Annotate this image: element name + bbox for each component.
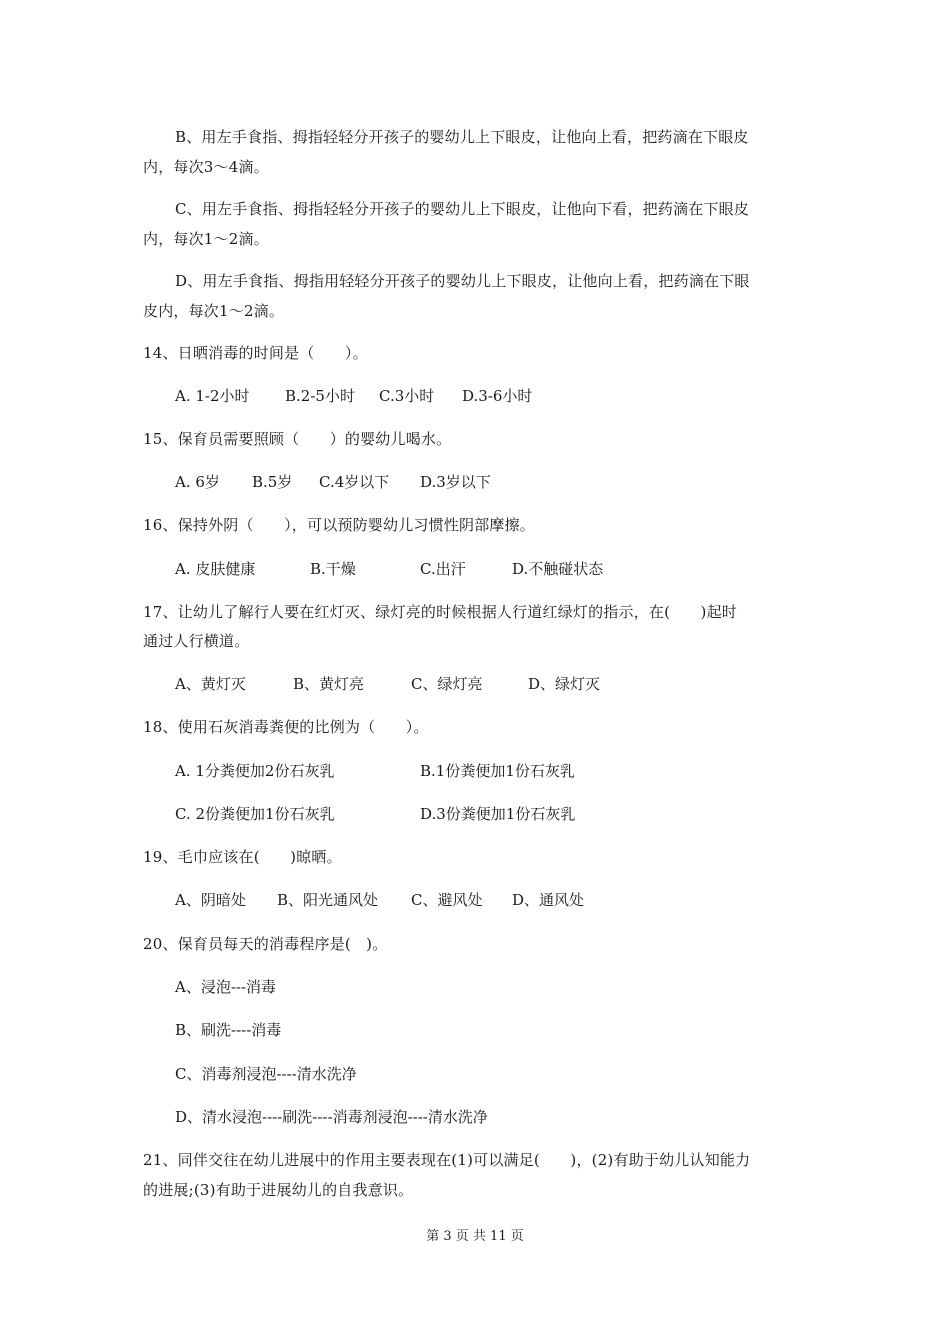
q13-option-d-line2: 皮内，每次1～2滴。 bbox=[143, 302, 285, 320]
q17-stem-line1: 17、让幼儿了解行人要在红灯灭、绿灯亮的时候根据人行道红绿灯的指示，在( )起时 bbox=[143, 603, 737, 621]
q14-option-b: B.2-5小时 bbox=[285, 387, 355, 405]
q20-stem: 20、保育员每天的消毒程序是( )。 bbox=[143, 935, 388, 953]
q18-option-d: D.3份粪便加1份石灰乳 bbox=[420, 805, 576, 823]
q15-option-a: A. 6岁 bbox=[175, 473, 220, 491]
q13-option-b-line1: B、用左手食指、拇指轻轻分开孩子的婴幼儿上下眼皮，让他向上看，把药滴在下眼皮 bbox=[175, 128, 749, 146]
q14-option-d: D.3-6小时 bbox=[462, 387, 533, 405]
q16-option-c: C.出汗 bbox=[420, 560, 466, 578]
q13-option-d-line1: D、用左手食指、拇指用轻轻分开孩子的婴幼儿上下眼皮，让他向上看，把药滴在下眼 bbox=[175, 272, 750, 290]
q13-option-c-line1: C、用左手食指、拇指轻轻分开孩子的婴幼儿上下眼皮，让他向下看，把药滴在下眼皮 bbox=[175, 200, 750, 218]
q15-option-d: D.3岁以下 bbox=[420, 473, 491, 491]
q19-stem: 19、毛巾应该在( )晾晒。 bbox=[143, 848, 342, 866]
q17-option-c: C、绿灯亮 bbox=[411, 675, 483, 693]
q15-stem: 15、保育员需要照顾（ ）的婴幼儿喝水。 bbox=[143, 430, 452, 448]
q18-option-c: C. 2份粪便加1份石灰乳 bbox=[175, 805, 335, 823]
q21-stem-line2: 的进展;(3)有助于进展幼儿的自我意识。 bbox=[143, 1181, 414, 1199]
q14-stem: 14、日晒消毒的时间是（ ）。 bbox=[143, 344, 368, 362]
q19-option-b: B、阳光通风处 bbox=[277, 891, 379, 909]
q20-option-b: B、刷洗----消毒 bbox=[175, 1021, 282, 1039]
q19-option-a: A、阴暗处 bbox=[175, 891, 246, 909]
q19-option-c: C、避风处 bbox=[411, 891, 483, 909]
q21-stem-line1: 21、同伴交往在幼儿进展中的作用主要表现在(1)可以满足( )，(2)有助于幼儿认知能力 bbox=[143, 1151, 751, 1169]
q17-stem-line2: 通过人行横道。 bbox=[143, 632, 250, 650]
q20-option-a: A、浸泡---消毒 bbox=[175, 978, 277, 996]
q16-option-b: B.干燥 bbox=[310, 560, 356, 578]
q17-option-b: B、黄灯亮 bbox=[293, 675, 365, 693]
q20-option-c: C、消毒剂浸泡----清水洗净 bbox=[175, 1065, 357, 1083]
page-number-footer: 第 3 页 共 11 页 bbox=[426, 1229, 524, 1244]
q13-option-c-line2: 内，每次1～2滴。 bbox=[143, 230, 269, 248]
q16-option-a: A. 皮肤健康 bbox=[175, 560, 256, 578]
q18-option-b: B.1份粪便加1份石灰乳 bbox=[420, 762, 575, 780]
q18-stem: 18、使用石灰消毒粪便的比例为（ ）。 bbox=[143, 718, 429, 736]
q13-option-b-line2: 内，每次3～4滴。 bbox=[143, 158, 269, 176]
q17-option-a: A、黄灯灭 bbox=[175, 675, 246, 693]
q19-option-d: D、通风处 bbox=[512, 891, 585, 909]
q15-option-b: B.5岁 bbox=[252, 473, 293, 491]
q20-option-d: D、清水浸泡----刷洗----消毒剂浸泡----清水洗净 bbox=[175, 1108, 488, 1126]
q17-option-d: D、绿灯灭 bbox=[528, 675, 601, 693]
q14-option-c: C.3小时 bbox=[379, 387, 435, 405]
q16-stem: 16、保持外阴（ ），可以预防婴幼儿习惯性阴部摩擦。 bbox=[143, 516, 535, 534]
q16-option-d: D.不触碰状态 bbox=[512, 560, 604, 578]
q18-option-a: A. 1分粪便加2份石灰乳 bbox=[175, 762, 335, 780]
q14-option-a: A. 1-2小时 bbox=[175, 387, 250, 405]
q15-option-c: C.4岁以下 bbox=[319, 473, 390, 491]
